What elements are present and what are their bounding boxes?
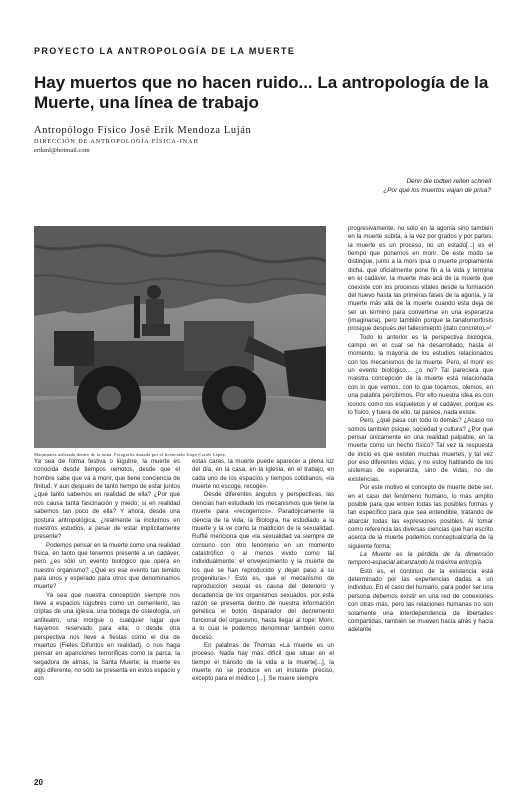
author-email[interactable]: erikml@hotmail.com: [34, 147, 90, 154]
author-affiliation: DIRECCIÓN DE ANTROPOLOGÍA FÍSICA-INAH: [34, 138, 199, 145]
paragraph: Esto es, el continuo de la existencia está determinado por las experiencias dadas a un individuo. En el caso del humano, para poder ser una persona debemos existir en una red de conexiones con otras más, pero las relaciones humanas no son solamente una interdependencia de libertades compartidas, también se mueven hacia atrás y hacia adelante: [348, 567, 493, 634]
body-column-1: [34, 458, 180, 778]
photo-illustration: [34, 226, 326, 448]
epigraph: [271, 177, 491, 195]
paragraph: Ya sea de forma festiva o lúgubre, la muerte es conocida desde tiempos remotos, desde que el hombre sabe que va a morir, que tiene conciencia de finitud. Y aun después de tanto tiempo de estar juntos ¿qué tanto sabemos en realidad de ella? ¿Por qué nos causa tanta fascinación y miedo; si en realidad sabemos tan poco de ella? Y ahora, desde una postura antropológica, ¿realmente la incluimos en nuestros estudios, a pesar de estar implícitamente presente?: [34, 458, 180, 541]
death-definition: La Muerte es la pérdida de la dimensión temporo-espacial alcanzando la máxima entropía.: [348, 551, 493, 567]
author-name: Antropólogo Físico José Erik Mendoza Luján: [34, 125, 252, 136]
paragraph: Desde diferentes ángulos y perspectivas, las ciencias han estudiado los mecanismos que tiene la muerte para «recogernos». Paradójicamente la ciencia de la vida, la Biología, ha estudiado a la muerte y la ve como la maldición de la sexualidad. Ruffié menciona que «la sexualidad va siempre de consuno con otro fenómeno en un momento catastrófico o al menos vivido como tal individualmente: el envejecimiento y la muerte de los que se han reproducido y dejan paso a su progenitura».¹ Esto es, que el mecanismo de reproducción sexual es causa del deterioro y decadencia de los organismos sexuados, por esta razón se presenta dentro de nuestra información genética el botón disparador del decremento funcional del organismo, hasta llegar al tope: Morir, a lo cual le podemos denominar también como deceso.: [192, 491, 334, 641]
article-title: Hay muertos que no hacen ruido... La antropología de la Muerte, una línea de trabajo: [34, 73, 489, 112]
section-header: PROYECTO LA ANTROPOLOGÍA DE LA MUERTE: [34, 46, 296, 56]
paragraph: Ya sea que nuestra concepción siempre nos lleve a espacios lúgubres como un cementerio, las criptas de una iglesia, una bodega de osteología, un anfiteatro, una morgue o cualquier lugar que hayamos reservado para ella; o desde otra perspectiva nos lleve a fiestas como el día de muertos (Fieles Difuntos en realidad), o nos haga pensar en apariciones terroríficas como la parca, la segadora de almas, la Santa Muerte; la muerte es algo diferente, no sólo se presenta en estos espacio y con: [34, 591, 180, 683]
page-number: 20: [34, 778, 43, 787]
paragraph: Por este motivo el concepto de muerte debe ser, en el caso del fenómeno humano, lo más amplio posible para que entren todas las posibles formas y tan específico para que sea entendible, tratando de abarcar todas las expresiones posibles. Al tomar como referencia las diversas ciencias que han escrito acerca de la muerte podemos conceptualizarla de la siguiente forma:: [348, 484, 493, 550]
paragraph: Pero, ¿qué pasa con todo lo demás? ¿Acaso no somos también psique, sociedad y cultura? ¿Por qué pensar únicamente en una realidad palpable, en la muerte como un hecho físico? Tal vez la respuesta de inicio es que existen muchas muertes, y tal vez por eso diferentes vidas, y no estoy hablando de los sistemas de esperanza, sino de vidas, no de existencias.: [348, 417, 493, 483]
paragraph: En palabras de Thomas «La muerte es un proceso. Nada hay más difícil que situar en el tiempo el tránsito de la vida a la muerte[...], la muerte no se produce en un instante preciso, excepto para el médico [...]. Se muere siempre: [192, 641, 334, 683]
epigraph-translation: ¿Por qué los muertos viajan de prisa?: [383, 187, 491, 194]
photo-caption: Maquinaria utilizada dentro de la mina. Fotografía donada por el licenciado Jorge Cortés López.: [34, 452, 227, 457]
body-column-3: [348, 225, 493, 778]
paragraph: estas caras, la muerte puede aparecer a plena luz del día, en la casa, en la iglesia, en el trabajo, en cada uno de los espacios y tiempos cotidianos, «la muerte no escoge, recoge».: [192, 458, 334, 491]
mine-machinery-photo: [34, 226, 326, 448]
paragraph: Podemos pensar en la muerte como una realidad física, en tanto que tenemos presente a un cadáver, pero ¿es sólo un evento biológico que opera en nuestro organismo? ¿Qué es ese evento tan temido para unos y esperado para otros que denominamos muerte?: [34, 541, 180, 591]
author-block: [34, 124, 334, 155]
paragraph: Todo lo anterior es la perspectiva biológica, campo en el cual se ha desarrollado, hasta el momento, la mayoría de los estudios relacionados con los mecanismos de la muerte. Pero, el morir es un evento biológico... ¿o no? Tal pareciera que nuestra concepción de la muerte está relacionada con lo que vemos, con lo que tocamos, olemos, en una palabra percibimos. Por ello nuestra idea es con iconos como los esqueletos y el cadáver, porque es lo físico, y fuera de ello, tal parece, nada existe.: [348, 333, 493, 416]
epigraph-line: Denn die todten reiten schnell: [406, 178, 491, 185]
paragraph: progresivamente, no sólo en la agonía sino también en la muerte súbita, a la vez por grados y por partes: la muerte es un proceso, no un estado[...] es el tiempo que ponemos en morir. De este modo se distingue, junto a la mors ipsa o muerte propiamente dicha, que oficialmente pone fin a la vida y termina en el cadáver, la muerte más acá de la muerte que coexiste con los procesos vitales desde la formación del huevo hasta las primeras fases de la agonía, y la muerte más allá de la muerte cuando esta deja de ser un término para convertirse en una esperanza (imaginaria), pero también porque la tanatomorfosis prosigue después del fallecimiento (dato concreto).»²: [348, 225, 493, 333]
body-column-2: [192, 458, 334, 778]
